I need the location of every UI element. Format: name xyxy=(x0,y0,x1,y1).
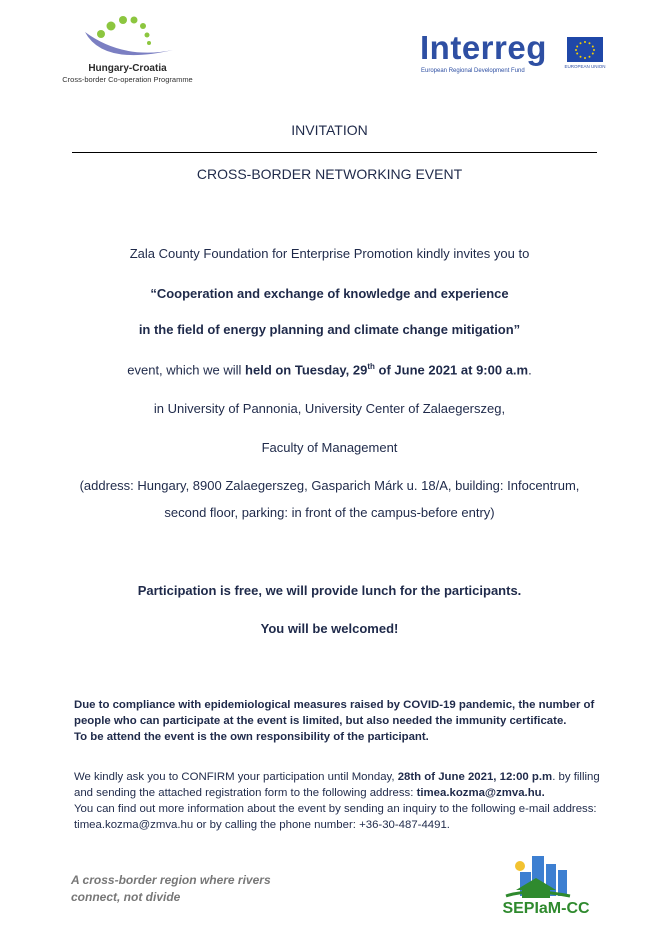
sepiam-logo-text: SEPIaM-CC xyxy=(502,900,590,917)
confirm-text-c: . by filling xyxy=(552,771,600,783)
confirm-line2 xyxy=(74,785,604,801)
date-prefix: event, which we will xyxy=(127,362,246,378)
interreg-fund-text: European Regional Development Fund xyxy=(421,68,525,74)
event-subtitle: CROSS-BORDER NETWORKING EVENT xyxy=(196,166,463,182)
intro-text: Zala County Foundation for Enterprise Promotion kindly invites you to xyxy=(129,246,530,261)
divider xyxy=(72,152,597,153)
interreg-logo-text: Interreg xyxy=(420,29,547,66)
eu-flag-icon xyxy=(567,37,603,62)
venue-line1: in University of Pannonia, University Center of Zalaegerszeg, xyxy=(153,401,506,416)
date-bold-rest: of June 2021 at 9:00 a.m xyxy=(374,362,529,378)
covid-line2: people who can participate at the event is limited, but also needed the immunity certificate. xyxy=(74,715,567,727)
confirm-deadline: 28th of June 2021, 12:00 p.m xyxy=(397,771,553,783)
address-line1: (address: Hungary, 8900 Zalaegerszeg, Gasparich Márk u. 18/A, building: Infocentrum, xyxy=(79,478,580,493)
confirm-line1 xyxy=(74,769,604,785)
event-name-line1: “Cooperation and exchange of knowledge and experience xyxy=(150,286,509,301)
date-bold: held on Tuesday, 29 xyxy=(245,362,368,378)
covid-line1: Due to compliance with epidemiological measures raised by COVID-19 pandemic, the number of xyxy=(74,699,595,711)
programme-slogan xyxy=(71,872,271,906)
hungary-croatia-subtitle: Cross-border Co-operation Programme xyxy=(62,75,193,84)
confirm-text-a: We kindly ask you to CONFIRM your participation until Monday, xyxy=(74,771,398,783)
welcome-text: You will be welcomed! xyxy=(260,621,399,636)
event-date-line xyxy=(0,362,659,377)
venue-line2: Faculty of Management xyxy=(261,440,398,455)
covid-notice xyxy=(74,697,604,745)
confirmation-notice xyxy=(74,769,604,833)
confirm-text-d: and sending the attached registration form to the following address: xyxy=(74,787,417,799)
slogan-line2: connect, not divide xyxy=(71,890,181,904)
date-suffix: . xyxy=(528,362,532,378)
address-line2: second floor, parking: in front of the campus-before entry) xyxy=(164,505,495,520)
event-name-line2: in the field of energy planning and climate change mitigation” xyxy=(138,322,521,337)
slogan-line1: A cross-border region where rivers xyxy=(71,873,271,887)
page-title: INVITATION xyxy=(291,122,368,138)
eu-label: EUROPEAN UNION xyxy=(564,64,606,69)
participation-free-text: Participation is free, we will provide lunch for the participants. xyxy=(137,583,522,598)
confirm-line3: You can find out more information about the event by sending an inquiry to the following e-mail address: xyxy=(74,803,597,815)
date-ordinal: th xyxy=(367,362,375,371)
hungary-croatia-title: Hungary-Croatia xyxy=(88,63,167,74)
confirm-line4: timea.kozma@zmva.hu or by calling the phone number: +36-30-487-4491. xyxy=(74,819,450,831)
covid-line3: To be attend the event is the own responsibility of the participant. xyxy=(74,731,429,743)
confirm-email-link[interactable]: timea.kozma@zmva.hu. xyxy=(416,787,545,799)
